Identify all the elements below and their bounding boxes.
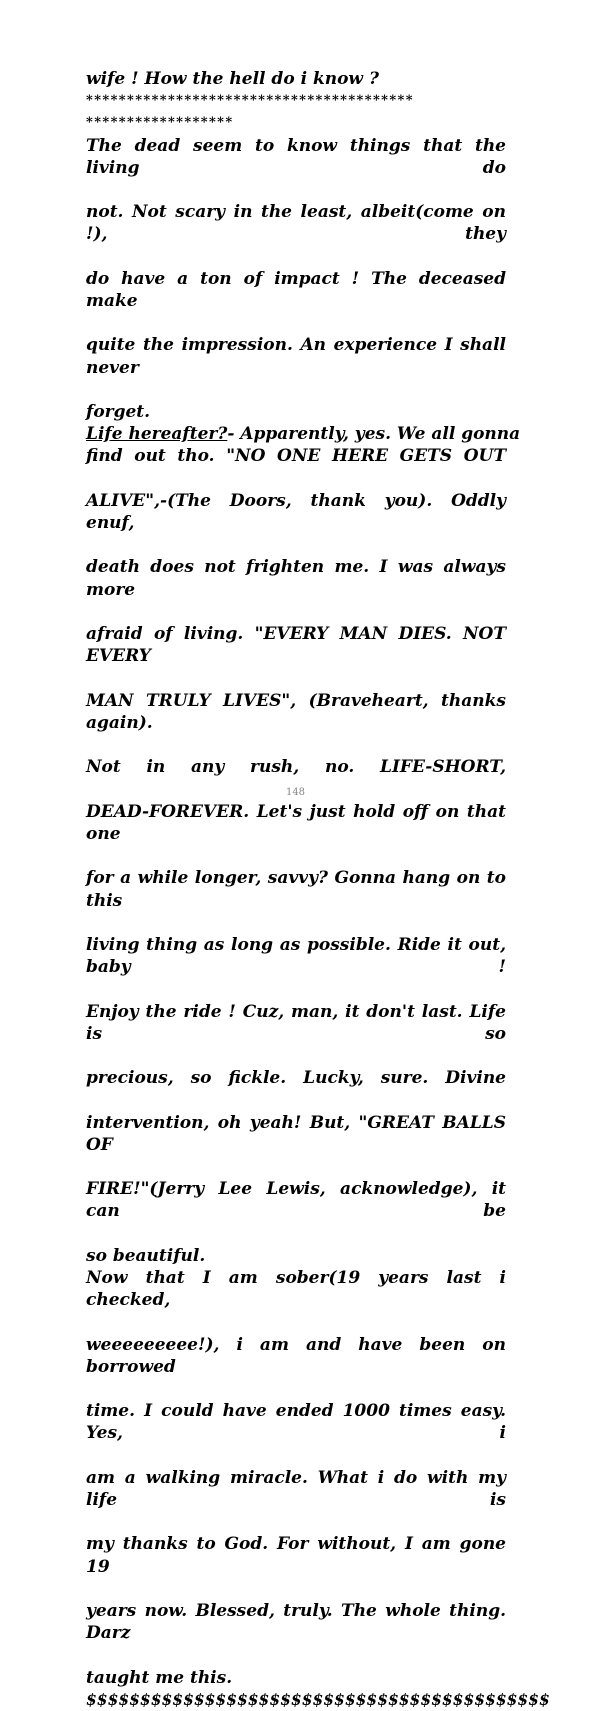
text-line: DEAD-FOREVER. Let's just hold off on that one [86,801,506,844]
text-line: - Apparently, yes. We all gonna [227,424,521,445]
text-line: wife ! How the hell do i know ? [86,69,379,89]
text-line: so beautiful. [86,1245,206,1266]
text-line: The dead seem to know things that the living do [86,135,506,178]
text-line: Enjoy the ride ! Cuz, man, it don't last. Life is so [86,1001,506,1044]
text-line: weeeeeeeee!), i am and have been on borrowed [86,1334,506,1377]
section-heading: Life hereafter? [86,424,228,445]
text-line: Not in any rush, no. LIFE-SHORT, [86,757,506,778]
text-line: Now that I am sober(19 years last i checked, [86,1267,506,1311]
text-line: FIRE!"(Jerry Lee Lewis, acknowledge), it can be [86,1179,506,1222]
text-line: not. Not scary in the least, albeit(come on !), they [86,202,506,245]
text-line: am a walking miracle. What i do with my life is [86,1467,506,1510]
page-number: 148 [285,787,306,798]
text-line: MAN TRULY LIVES", (Braveheart, thanks again). [86,690,506,733]
text-line: ALIVE",-(The Doors, thank you). Oddly enuf, [86,490,506,534]
text-line: living thing as long as possible. Ride it out, baby ! [86,934,506,978]
text-line: precious, so fickle. Lucky, sure. Divine [86,1068,506,1089]
text-line: afraid of living. "EVERY MAN DIES. NOT EVERY [86,624,506,667]
text-line: for a while longer, savvy? Gonna hang on to this [86,868,506,911]
star-separator: ****************** [86,115,234,131]
text-line: death does not frighten me. I was always more [86,557,506,600]
text-line: forget. [86,402,151,423]
text-line: intervention, oh yeah! But, "GREAT BALLS OF [86,1112,506,1155]
text-line: my thanks to God. For without, I am gone 19 [86,1534,506,1577]
page-body [86,68,550,1711]
text-line: quite the impression. An experience I shall never [86,335,506,378]
text-line: years now. Blessed, truly. The whole thing. Darz [86,1601,506,1644]
hereafter-heading-line [86,423,521,445]
text-line: time. I could have ended 1000 times easy. Yes, i [86,1401,506,1444]
text-line: find out tho. "NO ONE HERE GETS OUT [86,446,506,467]
dollar-separator: $$$$$$$$$$$$$$$$$$$$$$$$$$$$$$$$$$$$$$$$$$$ [86,1689,550,1709]
text-line: taught me this. [86,1667,233,1688]
star-separator: **************************************** [86,93,414,109]
text-line: do have a ton of impact ! The deceased make [86,268,506,312]
